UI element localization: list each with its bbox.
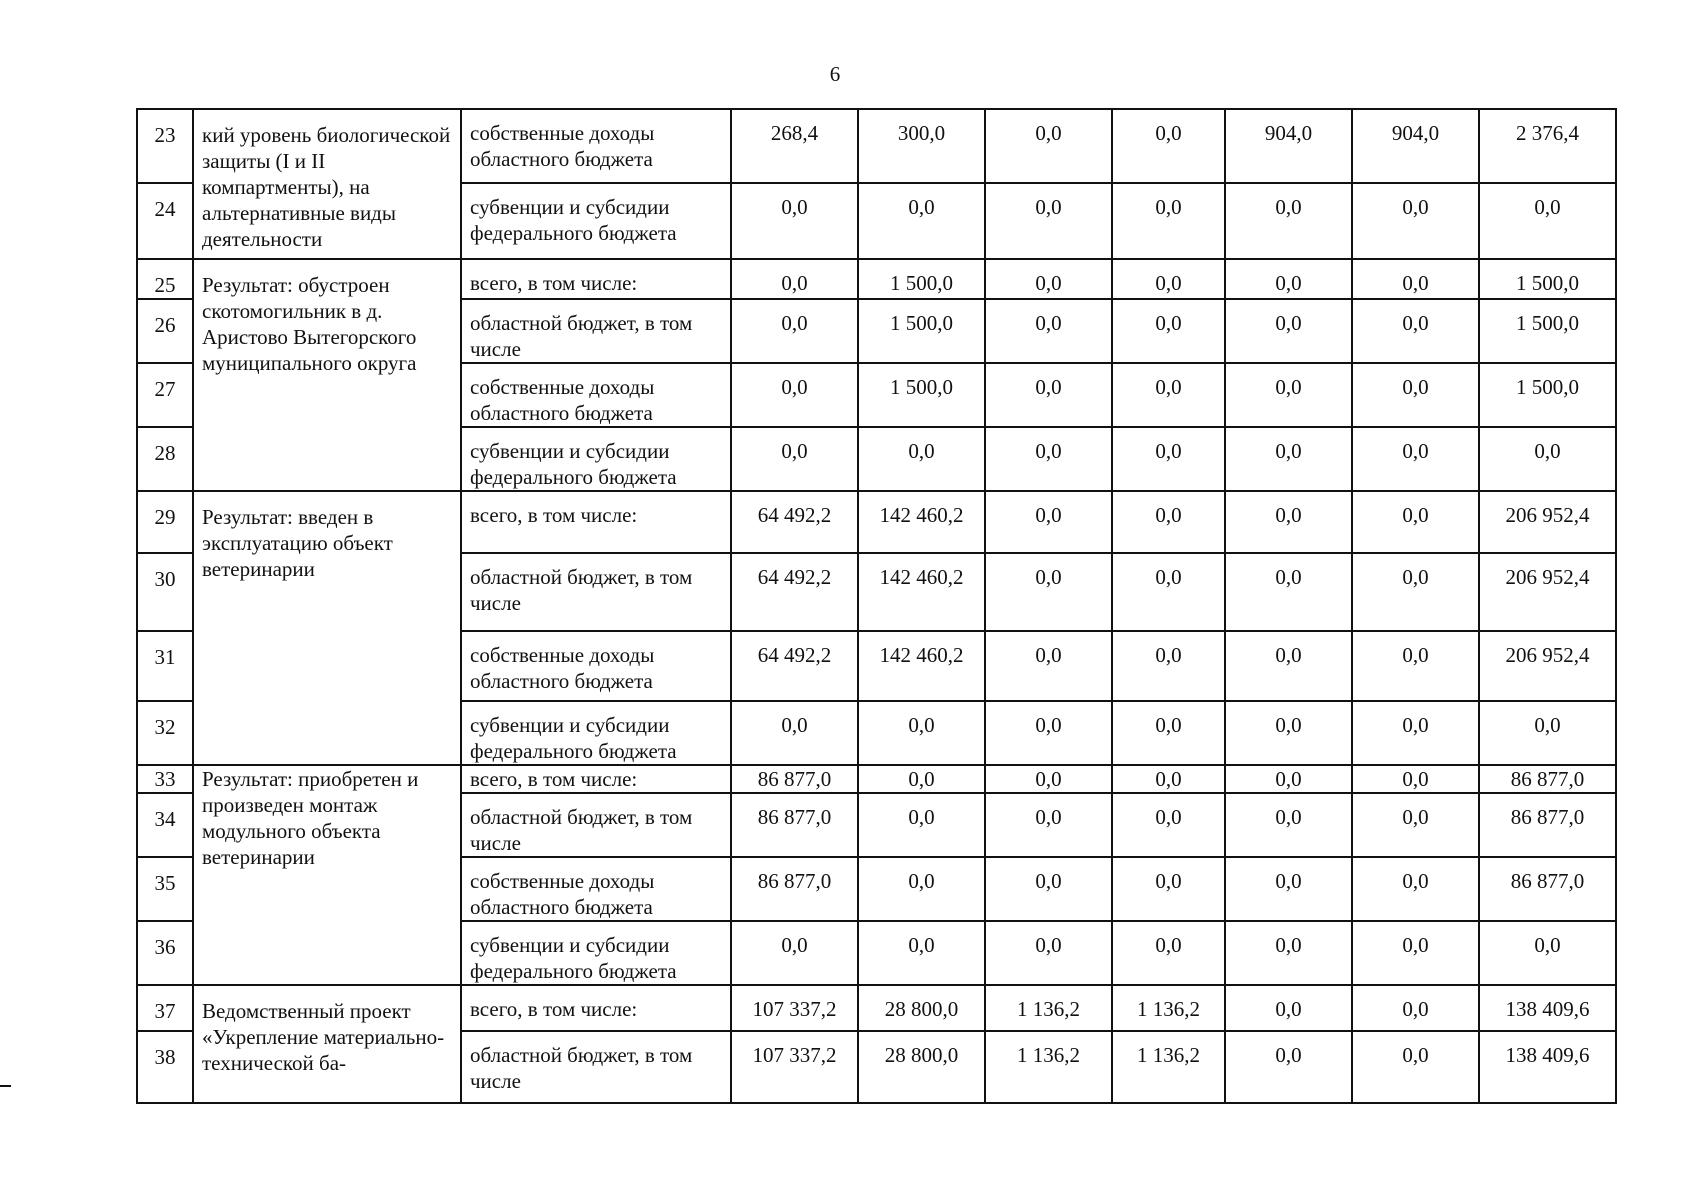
table-row <box>137 259 1616 299</box>
amount-cell: 0,0 <box>985 183 1112 259</box>
amount-cell: 0,0 <box>985 427 1112 491</box>
amount-cell: 1 500,0 <box>1479 363 1616 427</box>
amount-cell: 0,0 <box>1225 363 1352 427</box>
amount-cell: 86 877,0 <box>731 765 858 793</box>
funding-source: субвенции и субсидии федерального бюджета <box>461 183 731 259</box>
amount-cell: 0,0 <box>1352 701 1479 765</box>
funding-source: всего, в том числе: <box>461 259 731 299</box>
row-number: 27 <box>137 363 193 427</box>
funding-source: областной бюджет, в том числе <box>461 553 731 631</box>
amount-cell: 0,0 <box>1352 921 1479 985</box>
amount-cell: 0,0 <box>1112 491 1225 553</box>
amount-cell: 268,4 <box>731 109 858 183</box>
amount-cell: 1 500,0 <box>858 299 985 363</box>
row-number: 30 <box>137 553 193 631</box>
amount-cell: 0,0 <box>1112 109 1225 183</box>
amount-cell: 0,0 <box>1225 183 1352 259</box>
result-description: Результат: приобретен и произведен монтаж модульного объекта ветеринарии <box>193 765 461 985</box>
amount-cell: 0,0 <box>1112 765 1225 793</box>
amount-cell: 0,0 <box>1225 299 1352 363</box>
amount-cell: 0,0 <box>731 921 858 985</box>
table-row <box>137 109 1616 183</box>
amount-cell: 0,0 <box>1352 857 1479 921</box>
amount-cell: 0,0 <box>1225 765 1352 793</box>
amount-cell: 0,0 <box>731 183 858 259</box>
amount-cell: 0,0 <box>1479 183 1616 259</box>
amount-cell: 1 136,2 <box>1112 1031 1225 1103</box>
amount-cell: 0,0 <box>858 701 985 765</box>
amount-cell: 0,0 <box>858 921 985 985</box>
amount-cell: 86 877,0 <box>731 793 858 857</box>
budget-table <box>136 108 1617 1104</box>
amount-cell: 1 136,2 <box>1112 985 1225 1031</box>
amount-cell: 0,0 <box>1112 183 1225 259</box>
amount-cell: 0,0 <box>1225 427 1352 491</box>
funding-source: собственные доходы областного бюджета <box>461 631 731 701</box>
amount-cell: 0,0 <box>731 701 858 765</box>
amount-cell: 0,0 <box>1225 985 1352 1031</box>
row-number: 25 <box>137 259 193 299</box>
amount-cell: 0,0 <box>858 427 985 491</box>
amount-cell: 138 409,6 <box>1479 985 1616 1031</box>
result-description: Результат: введен в эксплуатацию объект ветеринарии <box>193 491 461 765</box>
amount-cell: 0,0 <box>858 765 985 793</box>
table-row <box>137 765 1616 793</box>
amount-cell: 0,0 <box>1112 259 1225 299</box>
amount-cell: 107 337,2 <box>731 985 858 1031</box>
amount-cell: 0,0 <box>1112 363 1225 427</box>
amount-cell: 0,0 <box>1225 701 1352 765</box>
funding-source: областной бюджет, в том числе <box>461 1031 731 1103</box>
amount-cell: 904,0 <box>1225 109 1352 183</box>
funding-source: всего, в том числе: <box>461 765 731 793</box>
funding-source: всего, в том числе: <box>461 985 731 1031</box>
amount-cell: 0,0 <box>1479 427 1616 491</box>
amount-cell: 142 460,2 <box>858 553 985 631</box>
amount-cell: 86 877,0 <box>1479 857 1616 921</box>
margin-mark <box>0 1085 11 1087</box>
page-number: 6 <box>829 62 841 86</box>
amount-cell: 0,0 <box>985 491 1112 553</box>
amount-cell: 0,0 <box>731 363 858 427</box>
amount-cell: 86 877,0 <box>731 857 858 921</box>
amount-cell: 28 800,0 <box>858 985 985 1031</box>
row-number: 26 <box>137 299 193 363</box>
row-number: 23 <box>137 109 193 183</box>
result-description: кий уровень биологической защиты (I и II компартменты), на альтернативные виды деятельности <box>193 109 461 259</box>
amount-cell: 0,0 <box>985 857 1112 921</box>
amount-cell: 0,0 <box>1225 921 1352 985</box>
amount-cell: 28 800,0 <box>858 1031 985 1103</box>
amount-cell: 142 460,2 <box>858 491 985 553</box>
funding-source: собственные доходы областного бюджета <box>461 857 731 921</box>
row-number: 24 <box>137 183 193 259</box>
amount-cell: 904,0 <box>1352 109 1479 183</box>
row-number: 36 <box>137 921 193 985</box>
row-number: 34 <box>137 793 193 857</box>
amount-cell: 0,0 <box>1352 363 1479 427</box>
amount-cell: 0,0 <box>985 363 1112 427</box>
result-description: Ведомственный проект «Укрепление материально-технической ба- <box>193 985 461 1103</box>
amount-cell: 0,0 <box>1112 793 1225 857</box>
amount-cell: 0,0 <box>1352 985 1479 1031</box>
amount-cell: 0,0 <box>985 259 1112 299</box>
funding-source: областной бюджет, в том числе <box>461 299 731 363</box>
amount-cell: 1 500,0 <box>1479 259 1616 299</box>
amount-cell: 0,0 <box>858 857 985 921</box>
amount-cell: 86 877,0 <box>1479 793 1616 857</box>
amount-cell: 86 877,0 <box>1479 765 1616 793</box>
table-row <box>137 985 1616 1031</box>
amount-cell: 64 492,2 <box>731 553 858 631</box>
amount-cell: 0,0 <box>985 765 1112 793</box>
amount-cell: 0,0 <box>985 109 1112 183</box>
amount-cell: 0,0 <box>1352 259 1479 299</box>
amount-cell: 64 492,2 <box>731 491 858 553</box>
amount-cell: 1 500,0 <box>858 259 985 299</box>
amount-cell: 0,0 <box>985 701 1112 765</box>
amount-cell: 0,0 <box>1225 631 1352 701</box>
amount-cell: 1 500,0 <box>858 363 985 427</box>
amount-cell: 64 492,2 <box>731 631 858 701</box>
amount-cell: 0,0 <box>731 427 858 491</box>
row-number: 31 <box>137 631 193 701</box>
amount-cell: 0,0 <box>1479 701 1616 765</box>
row-number: 35 <box>137 857 193 921</box>
amount-cell: 0,0 <box>1352 631 1479 701</box>
amount-cell: 0,0 <box>1352 183 1479 259</box>
amount-cell: 0,0 <box>1352 793 1479 857</box>
amount-cell: 0,0 <box>1112 631 1225 701</box>
funding-source: всего, в том числе: <box>461 491 731 553</box>
amount-cell: 0,0 <box>1352 491 1479 553</box>
amount-cell: 0,0 <box>985 553 1112 631</box>
amount-cell: 0,0 <box>1479 921 1616 985</box>
amount-cell: 0,0 <box>1352 765 1479 793</box>
row-number: 38 <box>137 1031 193 1103</box>
row-number: 33 <box>137 765 193 793</box>
amount-cell: 0,0 <box>1112 701 1225 765</box>
result-description: Результат: обустроен скотомогильник в д. Аристово Вытегорского муниципального округа <box>193 259 461 491</box>
amount-cell: 0,0 <box>1112 857 1225 921</box>
amount-cell: 1 500,0 <box>1479 299 1616 363</box>
row-number: 29 <box>137 491 193 553</box>
row-number: 32 <box>137 701 193 765</box>
amount-cell: 1 136,2 <box>985 985 1112 1031</box>
amount-cell: 0,0 <box>1225 793 1352 857</box>
amount-cell: 0,0 <box>985 631 1112 701</box>
funding-source: собственные доходы областного бюджета <box>461 363 731 427</box>
amount-cell: 0,0 <box>1352 1031 1479 1103</box>
amount-cell: 0,0 <box>1112 921 1225 985</box>
amount-cell: 0,0 <box>858 183 985 259</box>
amount-cell: 206 952,4 <box>1479 631 1616 701</box>
amount-cell: 2 376,4 <box>1479 109 1616 183</box>
funding-source: собственные доходы областного бюджета <box>461 109 731 183</box>
funding-source: субвенции и субсидии федерального бюджета <box>461 427 731 491</box>
amount-cell: 0,0 <box>1352 427 1479 491</box>
amount-cell: 0,0 <box>1352 553 1479 631</box>
amount-cell: 142 460,2 <box>858 631 985 701</box>
funding-source: субвенции и субсидии федерального бюджета <box>461 701 731 765</box>
table-row <box>137 491 1616 553</box>
row-number: 37 <box>137 985 193 1031</box>
amount-cell: 0,0 <box>985 793 1112 857</box>
amount-cell: 0,0 <box>1112 553 1225 631</box>
amount-cell: 0,0 <box>731 299 858 363</box>
amount-cell: 0,0 <box>1225 491 1352 553</box>
amount-cell: 0,0 <box>1112 427 1225 491</box>
amount-cell: 107 337,2 <box>731 1031 858 1103</box>
amount-cell: 0,0 <box>1112 299 1225 363</box>
amount-cell: 0,0 <box>858 793 985 857</box>
row-number: 28 <box>137 427 193 491</box>
amount-cell: 0,0 <box>1225 857 1352 921</box>
amount-cell: 0,0 <box>1225 259 1352 299</box>
amount-cell: 0,0 <box>985 299 1112 363</box>
amount-cell: 0,0 <box>1352 299 1479 363</box>
amount-cell: 0,0 <box>731 259 858 299</box>
amount-cell: 1 136,2 <box>985 1031 1112 1103</box>
amount-cell: 0,0 <box>1225 1031 1352 1103</box>
amount-cell: 138 409,6 <box>1479 1031 1616 1103</box>
funding-source: субвенции и субсидии федерального бюджета <box>461 921 731 985</box>
amount-cell: 206 952,4 <box>1479 491 1616 553</box>
amount-cell: 300,0 <box>858 109 985 183</box>
amount-cell: 0,0 <box>1225 553 1352 631</box>
funding-source: областной бюджет, в том числе <box>461 793 731 857</box>
amount-cell: 206 952,4 <box>1479 553 1616 631</box>
amount-cell: 0,0 <box>985 921 1112 985</box>
